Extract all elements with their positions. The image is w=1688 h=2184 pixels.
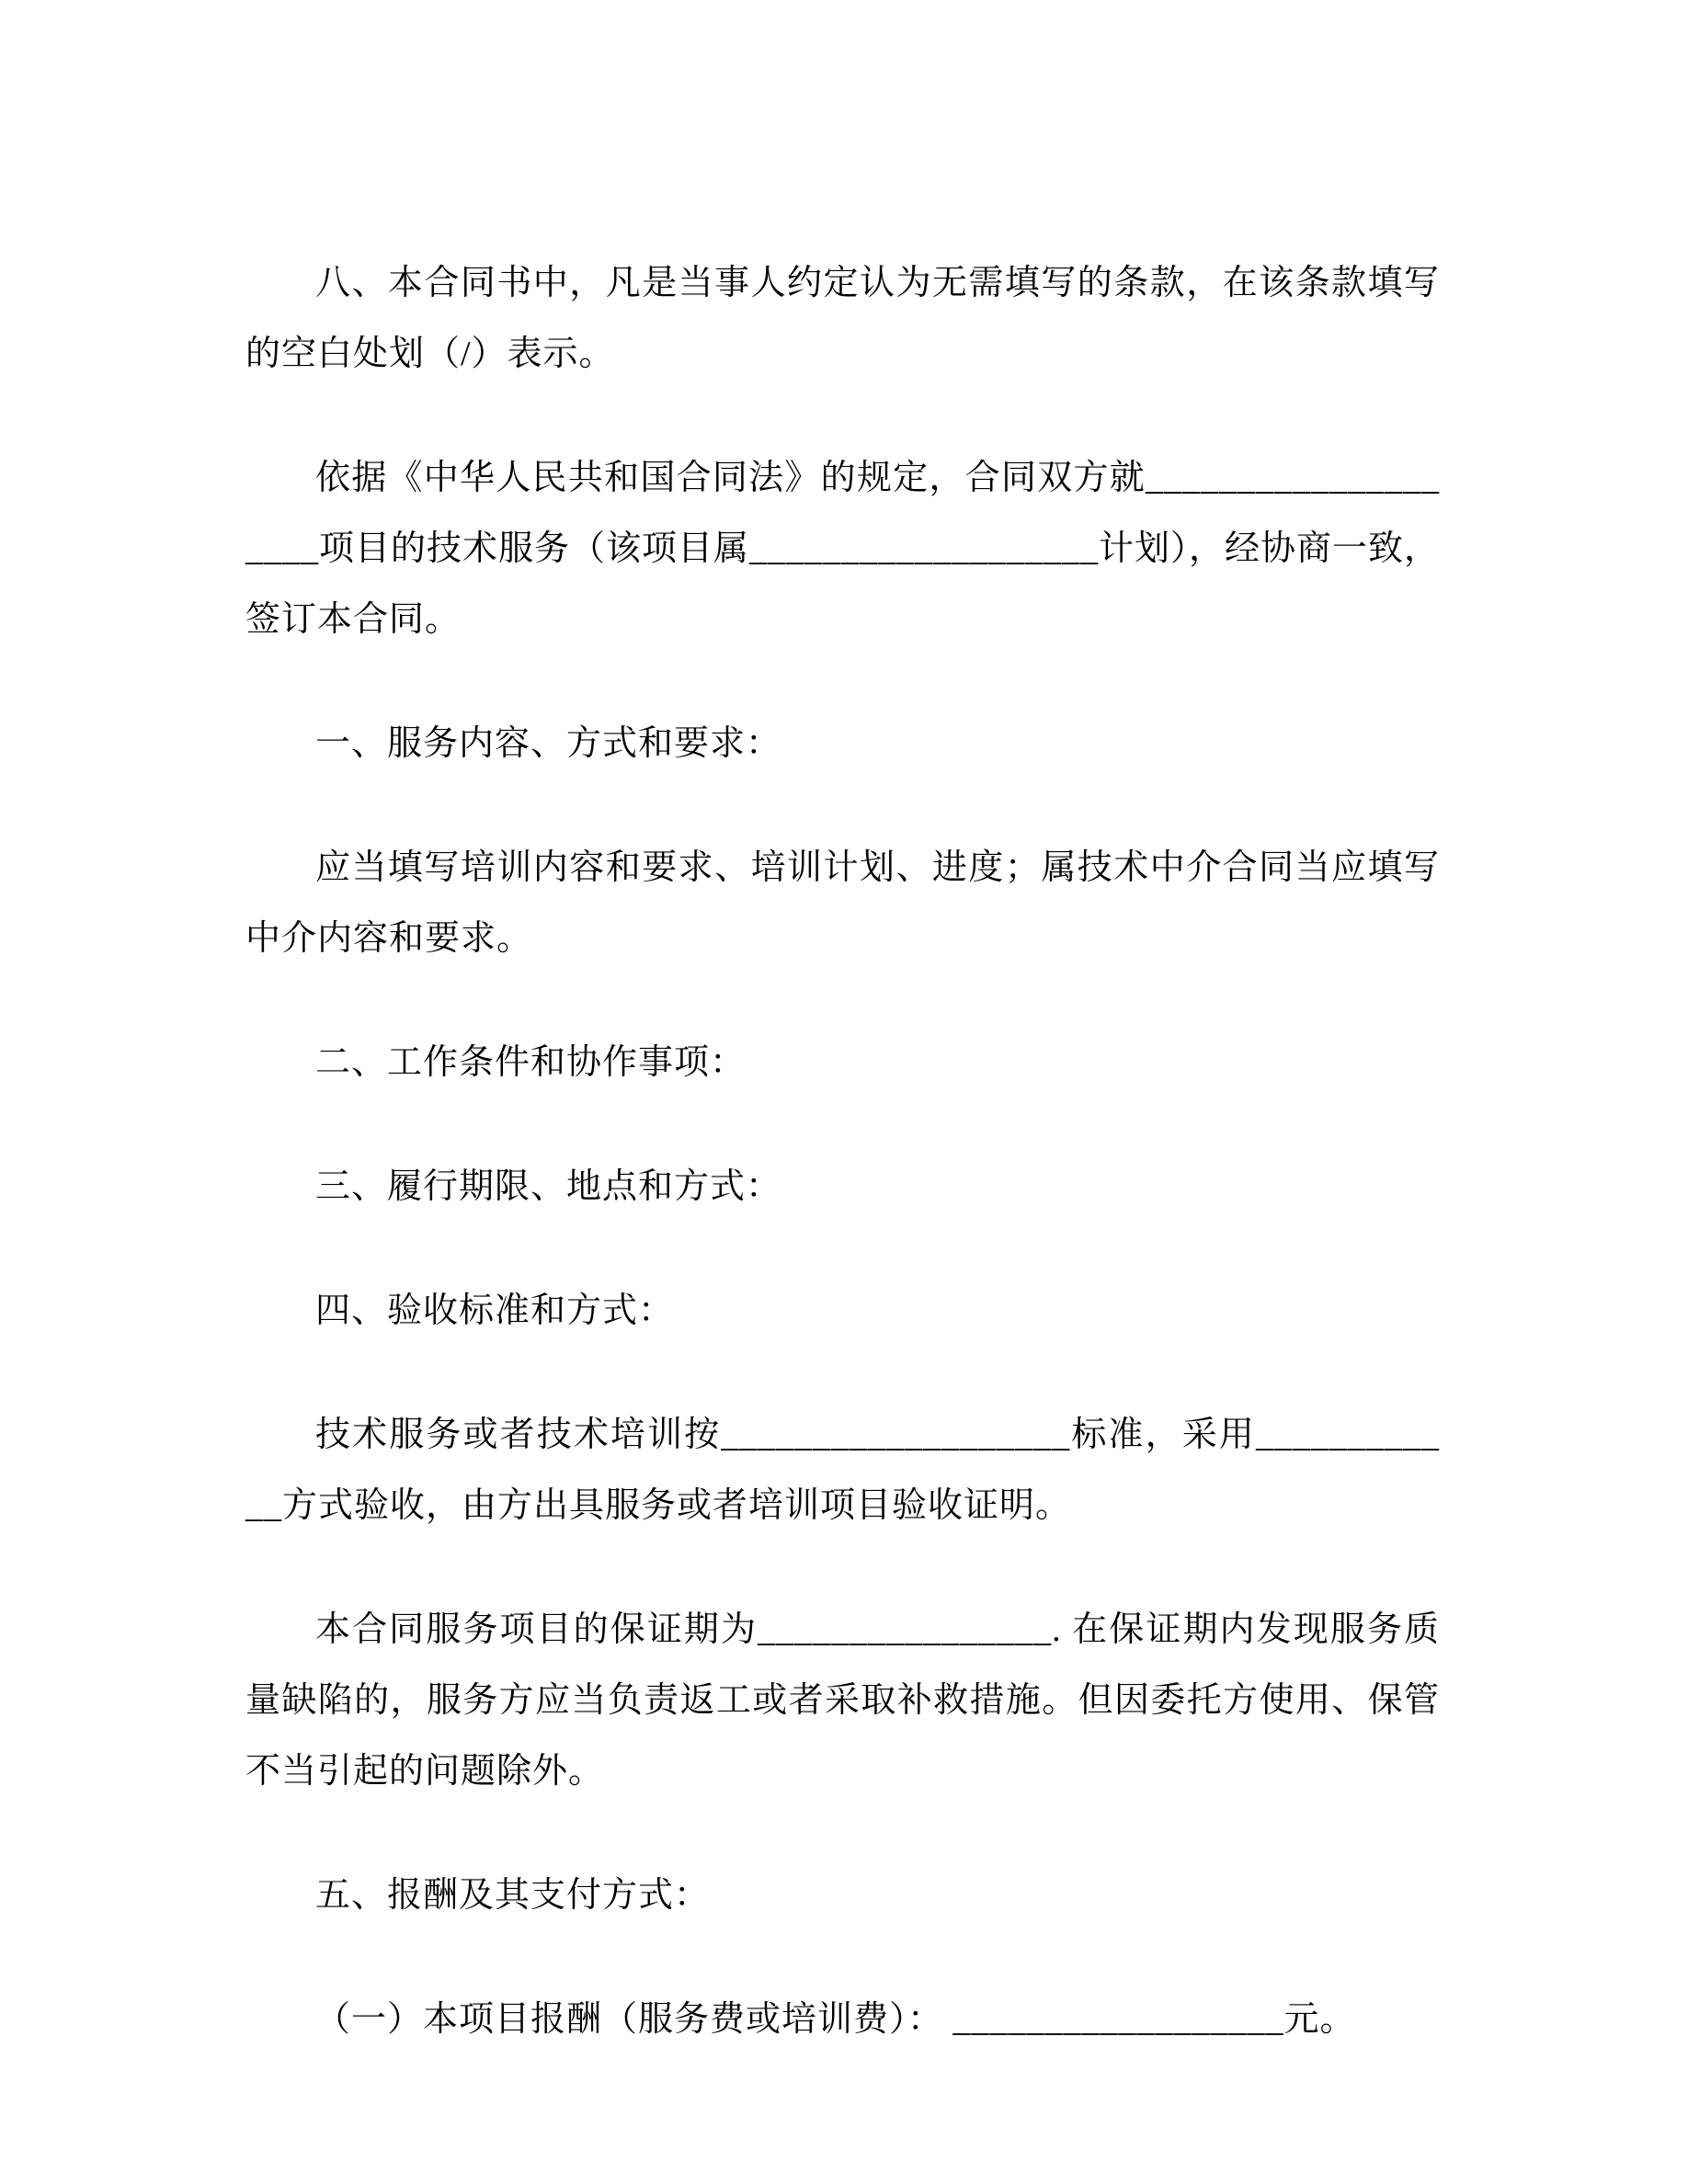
heading-section-1: 一、服务内容、方式和要求： — [315, 724, 782, 763]
heading-section-3: 三、履行期限、地点和方式： — [315, 1167, 782, 1206]
paragraph-warranty: 本合同服务项目的保证期为________________. 在保证期内发现服务质量缺陷的，服务方应当负责返工或者采取补救措施。但因委托方使用、保管不当引起的问题除外。 — [245, 1610, 1440, 1791]
paragraph-remuneration-item: （一）本项目报酬（服务费或培训费）： __________________元。 — [315, 2000, 1356, 2039]
paragraph-section-1-note: 应当填写培训内容和要求、培训计划、进度；属技术中介合同当应填写中介内容和要求。 — [245, 848, 1440, 958]
paragraph-legal-basis: 依据《中华人民共和国合同法》的规定，合同双方就____________________项目的技术服务（该项目属___________________计划），经协商一致，签订本合同。 — [245, 459, 1441, 639]
heading-section-2: 二、工作条件和协作事项： — [315, 1043, 747, 1082]
paragraph-clause-8-note: 八、本合同书中，凡是当事人约定认为无需填写的条款，在该条款填写的空白处划（/）表示。 — [245, 264, 1440, 373]
paragraph-acceptance: 技术服务或者技术培训按___________________标准，采用____________方式验收，由方出具服务或者培训项目验收证明。 — [245, 1416, 1440, 1525]
heading-section-5: 五、报酬及其支付方式： — [315, 1876, 711, 1915]
heading-section-4: 四、验收标准和方式： — [315, 1291, 675, 1330]
